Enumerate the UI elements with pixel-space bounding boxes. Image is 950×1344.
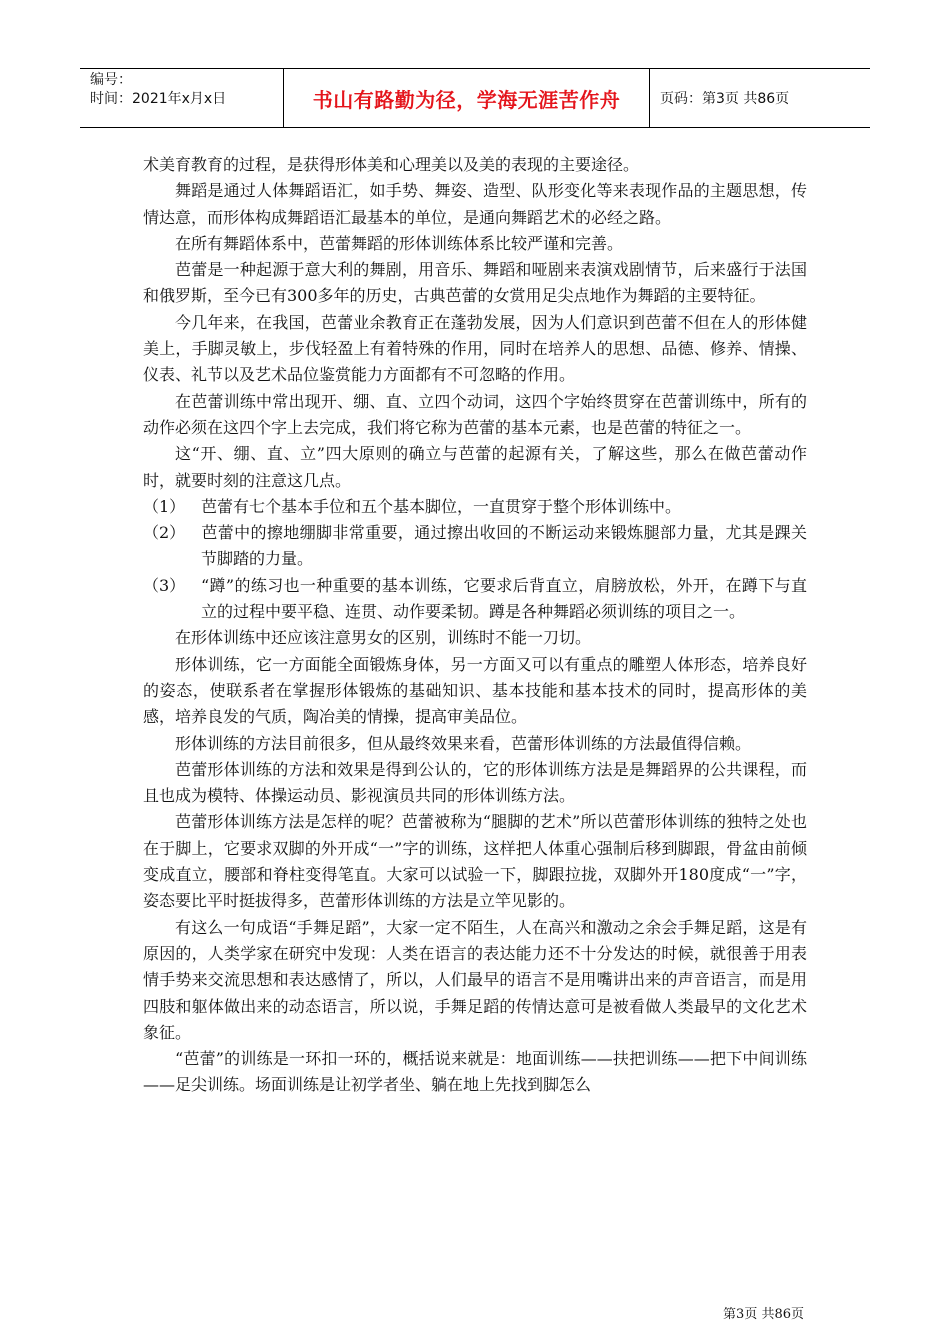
body-paragraph: 形体训练的方法目前很多，但从最终效果来看，芭蕾形体训练的方法最值得信赖。 [175,733,752,753]
body-paragraph: 在芭蕾训练中常出现开、绷、直、立四个动词，这四个字始终贯穿在芭蕾训练中，所有的动作必须在这四个字上去完成，我们将它称为芭蕾的基本元素，也是芭蕾的特征之一。 [143,391,807,437]
header-meta [80,69,284,127]
list-item [143,520,807,573]
body-paragraph: 形体训练，它一方面能全面锻炼身体，另一方面又可以有重点的雕塑人体形态，培养良好的姿态，使联系者在掌握形体锻炼的基础知识、基本技能和基本技术的同时，提高形体的美感，培养良发的气质，陶冶美的情操，提高审美品位。 [143,654,807,727]
list-item [143,494,807,520]
body-paragraph: 舞蹈是通过人体舞蹈语汇，如手势、舞姿、造型、队形变化等来表现作品的主题思想，传情达意，而形体构成舞蹈语汇最基本的单位，是通向舞蹈艺术的必经之路。 [143,181,807,227]
body-paragraph: “芭蕾”的训练是一环扣一环的，概括说来就是：地面训练——扶把训练——把下中间训练——足尖训练。场面训练是让初学者坐、躺在地上先找到脚怎么 [143,1049,807,1095]
page-header [80,68,870,128]
header-page-number: 页码：第3页 共86页 [660,91,790,107]
body-paragraph: 芭蕾形体训练方法是怎样的呢？芭蕾被称为“腿脚的艺术”所以芭蕾形体训练的独特之处也在于脚上，它要求双脚的外开成“一”字的训练，这样把人体重心强制后移到脚跟，骨盆由前倾变成直立，腰部和脊柱变得笔直。大家可以试验一下，脚跟拉拢，双脚外开180度成“一”字，姿态要比平时挺拔得多，芭蕾形体训练的方法是立竿见影的。 [143,812,807,911]
body-paragraph: 在所有舞蹈体系中，芭蕾舞蹈的形体训练体系比较严谨和完善。 [175,233,624,253]
body-paragraph: 术美育教育的过程，是获得形体美和心理美以及美的表现的主要途径。 [143,155,640,174]
list-item-text: 芭蕾中的擦地绷脚非常重要，通过擦出收回的不断运动来锻炼腿部力量，尤其是踝关节脚踏的力量。 [201,523,807,569]
body-paragraph: 芭蕾是一种起源于意大利的舞剧，用音乐、舞蹈和哑剧来表演戏剧情节，后来盛行于法国和俄罗斯，至今已有300多年的历史，古典芭蕾的女赏用足尖点地作为舞蹈的主要特征。 [143,260,807,306]
list-item-text: “蹲”的练习也一种重要的基本训练，它要求后背直立，肩膀放松，外开，在蹲下与直立的过程中要平稳、连贯、动作要柔韧。蹲是各种舞蹈必须训练的项目之一。 [201,575,807,622]
body-paragraph: 今几年来，在我国，芭蕾业余教育正在蓬勃发展，因为人们意识到芭蕾不但在人的形体健美上，手脚灵敏上，步伐轻盈上有着特殊的作用，同时在培养人的思想、品德、修养、情操、仪表、礼节以及艺术品位鉴赏能力方面都有不可忽略的作用。 [143,312,807,385]
body-paragraph: 在形体训练中还应该注意男女的区别，训练时不能一刀切。 [175,628,592,648]
body-paragraph: 这“开、绷、直、立”四大原则的确立与芭蕾的起源有关，了解这些，那么在做芭蕾动作时，就要时刻的注意这几点。 [143,444,807,490]
document-number-label: 编号： [90,72,132,88]
body-paragraph: 有这么一句成语“手舞足蹈”，大家一定不陌生，人在高兴和激动之余会手舞足蹈，这是有原因的，人类学家在研究中发现：人类在语言的表达能力还不十分发达的时候，就很善于用表情手势来交流思想和表达感情了，所以，人们最早的语言不是用嘴讲出来的声音语言，而是用四肢和躯体做出来的动态语言，所以说，手舞足蹈的传情达意可是被看做人类最早的文化艺术象征。 [143,917,807,1042]
body-paragraph: 芭蕾形体训练的方法和效果是得到公认的，它的形体训练方法是是舞蹈界的公共课程，而且也成为模特、体操运动员、影视演员共同的形体训练方法。 [143,759,807,806]
list-item-text: 芭蕾有七个基本手位和五个基本脚位，一直贯穿于整个形体训练中。 [201,496,682,516]
list-item-number: （2） [143,523,186,543]
document-date-label: 时间：2021年x月x日 [90,91,227,107]
header-motto: 书山有路勤为径，学海无涯苦作舟 [284,69,650,127]
footer-page-number: 第3页 共86页 [723,1307,804,1322]
list-item-number: （1） [143,496,186,516]
list-item-number: （3） [143,575,186,595]
list-item [143,573,807,626]
document-body [143,152,807,1099]
